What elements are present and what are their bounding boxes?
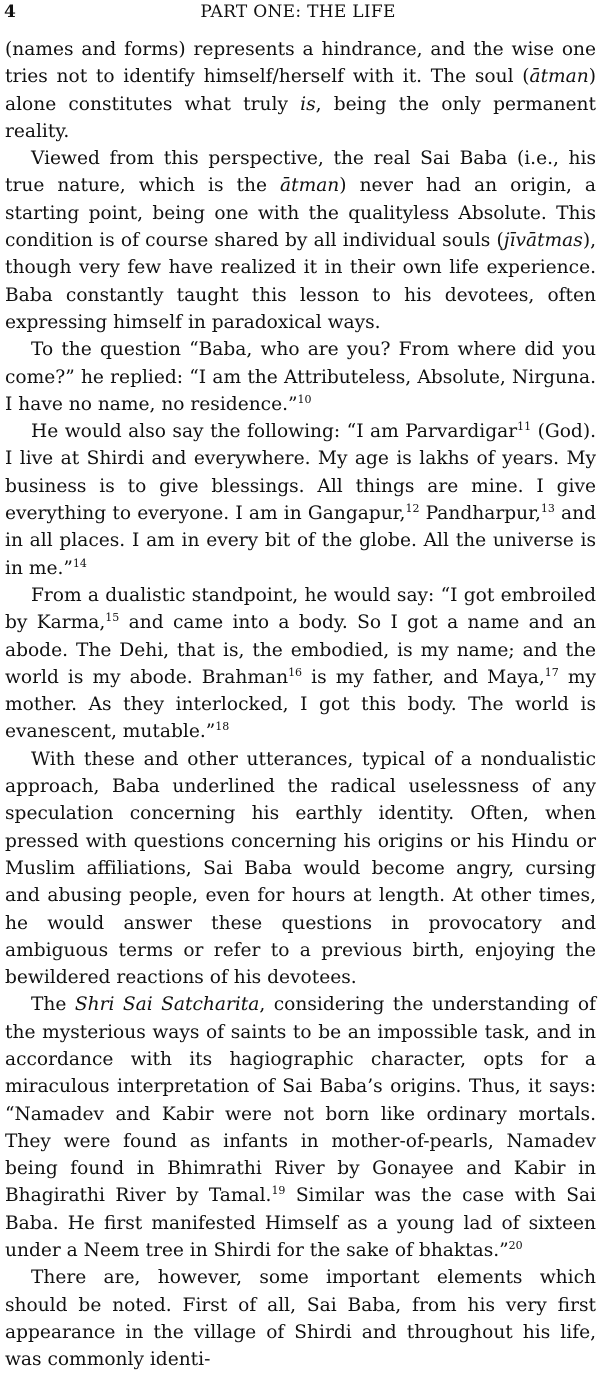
footnote-ref: 17	[544, 665, 559, 679]
text-run: With these and other utterances, typical of a nondualistic approach, Baba underlined the radical uselessness of any speculation concerning his earthly identity. Often, when pressed with questions concerning his origins or his Hindu or Muslim affiliations, Sai Baba would become angry, cursing and abusing people, even for hours at length. At other times, he would answer these questions in provocatory and ambiguous terms or refer to a previous birth, enjoying the bewildered reactions of his devotees.	[5, 748, 596, 989]
text-run: ) alone constitutes what truly	[5, 66, 596, 115]
running-head: PART ONE: THE LIFE	[200, 2, 396, 22]
paragraph	[5, 36, 596, 145]
paragraph	[5, 1264, 596, 1373]
footnote-ref: 20	[508, 1238, 523, 1252]
footnote-ref: 18	[215, 720, 230, 734]
book-title: Shri Sai Satcharita	[74, 994, 260, 1016]
text-run: and in all places. I am in every bit of the globe. All the universe is in me.”	[5, 503, 597, 579]
italic-term: ātman	[280, 175, 340, 197]
footnote-ref: 14	[72, 556, 87, 570]
paragraph	[5, 145, 596, 336]
footnote-ref: 11	[517, 419, 532, 433]
text-run: , being the only permanent reality.	[5, 93, 597, 142]
text-run: He would also say the following: “I am Parvardigar	[31, 421, 518, 443]
text-run: ) never had an origin, a starting point, being one with the qualityless Absolute. This condition is of course shared by all individual souls (	[5, 175, 596, 252]
text-run: and came into a body. So I got a name and an abode. The Dehi, that is, the embodied, is my name; and the world is my abode. Brahman	[5, 612, 596, 688]
footnote-ref: 16	[288, 665, 303, 679]
text-run: Pandharpur,	[419, 503, 541, 525]
page-number: 4	[4, 2, 16, 22]
text-run: From a dualistic standpoint, he would say: “I got embroiled by Karma,	[5, 584, 596, 634]
text-run: To the question “Baba, who are you? From where did you come?” he replied: “I am the Attributeless, Absolute, Nirguna. I have no name, no residence.”	[5, 339, 596, 415]
text-run: my mother. As they interlocked, I got this body. The world is evanescent, mutable.”	[5, 666, 597, 743]
text-run: (names and forms) represents a hindrance, and the wise one tries not to identify himself/herself with it. The soul (	[5, 39, 596, 88]
text-run: The	[31, 994, 75, 1016]
paragraph	[5, 418, 596, 582]
footnote-ref: 10	[297, 392, 312, 406]
page-header	[4, 2, 596, 26]
text-run: (God). I live at Shirdi and everywhere. My age is lakhs of years. My business is to give blessings. All things are mine. I give everything to everyone. I am in Gangapur,	[5, 421, 596, 525]
italic-term: ātman	[529, 66, 589, 88]
body-text	[5, 36, 596, 1374]
italic-term: is	[300, 93, 316, 115]
footnote-ref: 19	[271, 1184, 286, 1198]
text-run: , considering the understanding of the mysterious ways of saints to be an impossible task, and in accordance with its hagiographic character, opts for a miraculous interpretation of Sai Baba’s origins. Thus, it says: “Namadev and Kabir were not born like ordinary mortals. They were found as infants in mother-of-pearls, Namadev being found in Bhimrathi River by Gonayee and Kabir in Bhagirathi River by Tamal.	[5, 994, 596, 1207]
text-run: Viewed from this perspective, the real Sai Baba (i.e., his true nature, which is the	[5, 148, 596, 197]
italic-term: jīvātmas	[503, 230, 583, 252]
paragraph	[5, 582, 596, 746]
paragraph	[5, 991, 596, 1264]
text-run: Similar was the case with Sai Baba. He first manifested Himself as a young lad of sixteen under a Neem tree in Shirdi for the sake of bhaktas.”	[5, 1185, 596, 1262]
paragraph	[5, 336, 596, 418]
text-run: ), though very few have realized it in their own life experience. Baba constantly taught this lesson to his devotees, often expressing himself in paradoxical ways.	[5, 230, 596, 333]
footnote-ref: 15	[105, 611, 120, 625]
text-run: is my father, and Maya,	[302, 666, 545, 688]
paragraph	[5, 746, 596, 992]
footnote-ref: 13	[540, 501, 555, 515]
footnote-ref: 12	[405, 501, 420, 515]
text-run: There are, however, some important elements which should be noted. First of all, Sai Baba, from his very first appearance in the village of Shirdi and throughout his life, was commonly identi-	[5, 1267, 596, 1371]
